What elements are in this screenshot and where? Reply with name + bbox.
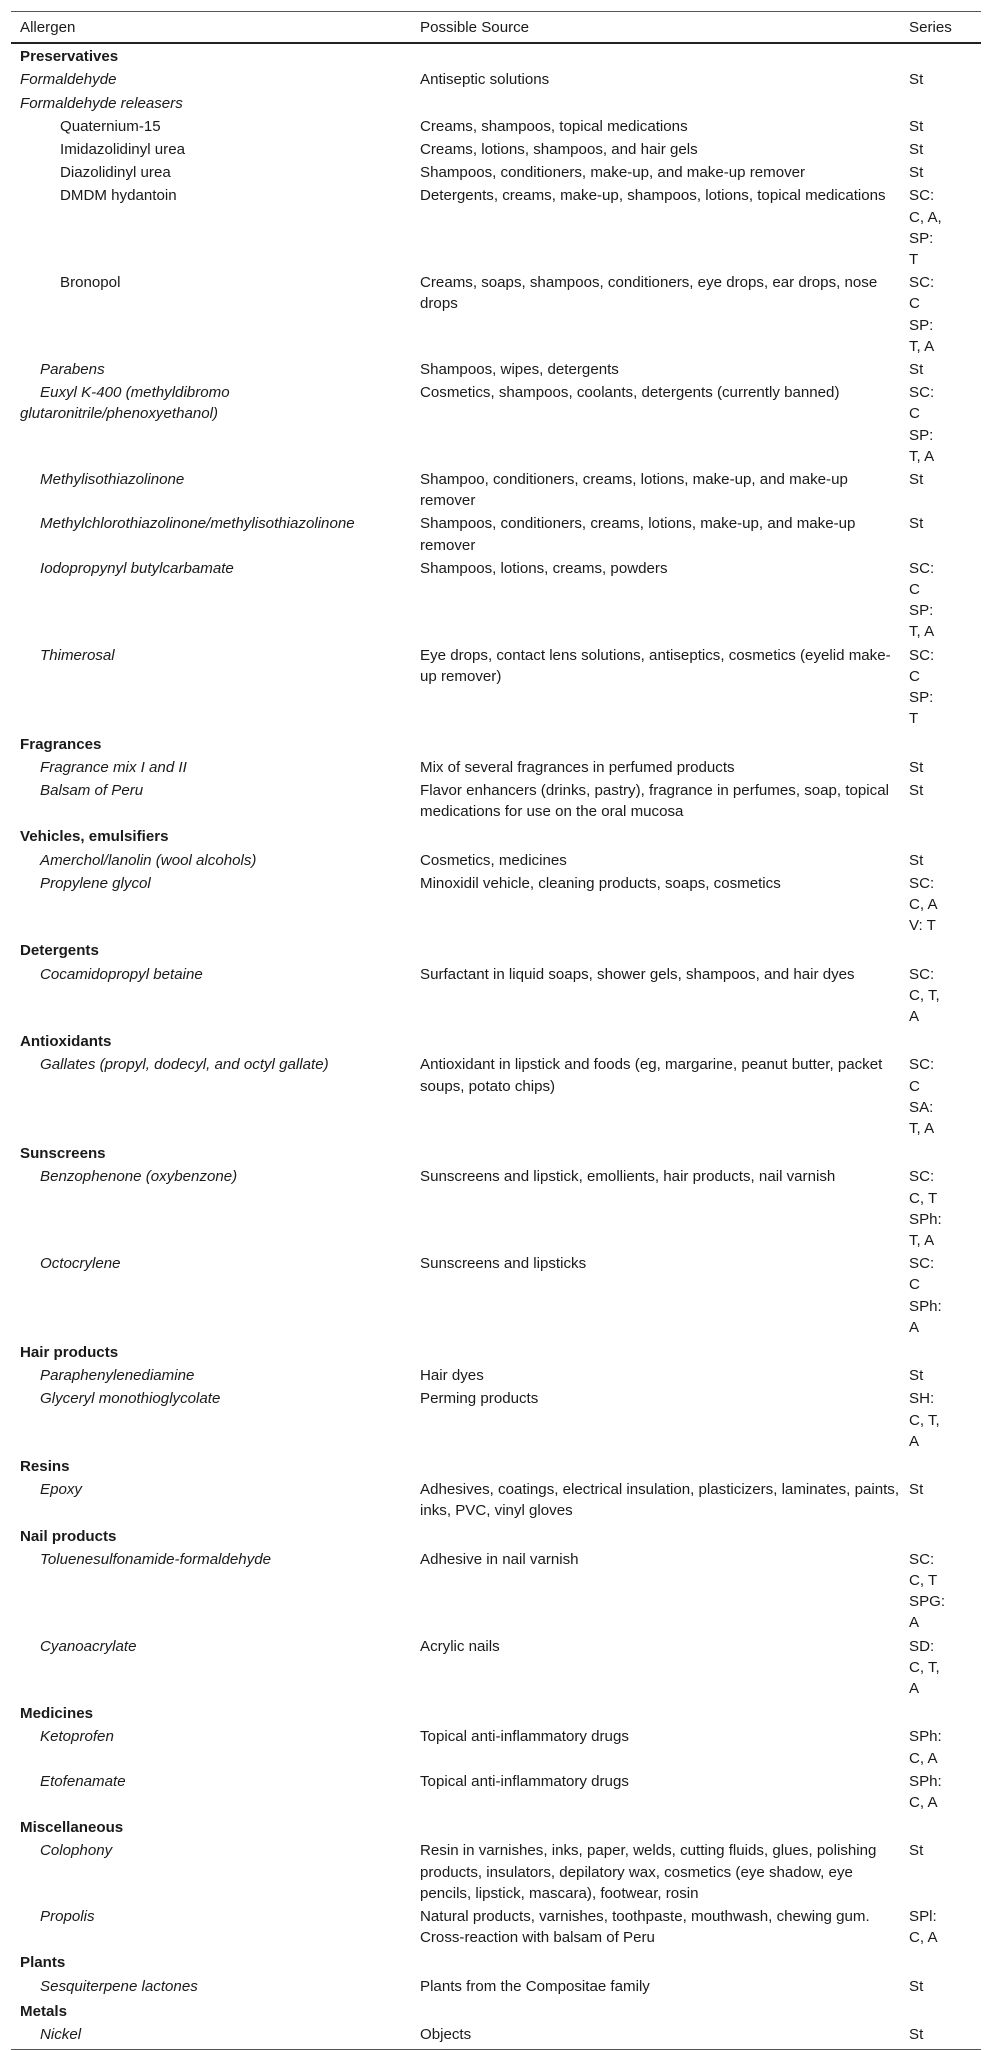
section-title: Fragrances: [20, 735, 102, 753]
allergen-cell: Toluenesulfonamide-formaldehyde: [40, 1550, 272, 1568]
table-row: [11, 645, 981, 732]
table-row: [11, 185, 981, 272]
section-title: Metals: [20, 2002, 67, 2020]
source-cell: Objects: [411, 2024, 900, 2050]
table-row: [11, 69, 981, 92]
series-cell: SH: C, T, A: [909, 1390, 940, 1450]
allergen-cell: Benzophenone (oxybenzone): [40, 1168, 238, 1186]
table-row: [11, 382, 981, 469]
table-row: [11, 272, 981, 359]
allergen-cell: DMDM hydantoin: [60, 187, 177, 205]
series-cell: St: [909, 1977, 924, 1995]
table-row: [11, 1166, 981, 1253]
allergen-cell: Octocrylene: [40, 1255, 121, 1273]
table-row: [11, 1253, 981, 1340]
series-cell: SPh: C, A: [909, 1728, 942, 1767]
header-row: [11, 12, 981, 44]
table-row: [11, 513, 981, 557]
allergen-cell: Formaldehyde releasers: [20, 94, 183, 112]
section-header-row: [11, 1141, 981, 1166]
table-row: [11, 116, 981, 139]
section-title: Hair products: [20, 1343, 119, 1361]
section-title: Preservatives: [20, 48, 119, 66]
series-cell: St: [909, 117, 924, 135]
series-cell: St: [909, 1367, 924, 1385]
allergen-cell: Methylchlorothiazolinone/methylisothiazolinone: [40, 515, 355, 533]
table-row: [11, 873, 981, 939]
series-cell: SC: C SP: T, A: [909, 274, 935, 355]
allergen-cell: Bronopol: [60, 274, 121, 292]
allergen-cell: Paraphenylenediamine: [40, 1367, 195, 1385]
source-cell: Cosmetics, medicines: [420, 851, 567, 869]
allergen-cell: Gallates (propyl, dodecyl, and octyl gallate): [40, 1056, 329, 1074]
section-header-row: [11, 1999, 981, 2024]
section-title: Nail products: [20, 1527, 117, 1545]
series-cell: SC: C, A, SP: T: [909, 187, 942, 269]
table-row: [11, 558, 981, 645]
allergen-cell: Cocamidopropyl betaine: [40, 965, 203, 983]
table-row: [11, 1636, 981, 1702]
series-cell: SPl: C, A: [909, 1908, 938, 1947]
source-cell: Sunscreens and lipsticks: [420, 1255, 587, 1273]
allergen-cell: Thimerosal: [40, 646, 115, 664]
table-row: [11, 1388, 981, 1454]
series-cell: St: [909, 781, 924, 799]
allergen-table-container: [11, 11, 981, 2050]
allergen-cell: Diazolidinyl urea: [60, 164, 171, 182]
series-cell: St: [909, 1842, 924, 1860]
section-header-row: [11, 1454, 981, 1479]
table-row: [11, 139, 981, 162]
series-cell: St: [909, 758, 924, 776]
allergen-cell: Methylisothiazolinone: [40, 471, 185, 489]
table-row: [11, 1726, 981, 1770]
series-cell: St: [909, 1481, 924, 1499]
source-cell: Natural products, varnishes, toothpaste, mouthwash, chewing gum. Cross-reaction with balsam of Peru: [420, 1908, 870, 1947]
source-cell: Shampoo, conditioners, creams, lotions, make-up, and make-up remover: [420, 471, 848, 510]
section-title: Sunscreens: [20, 1145, 106, 1163]
series-cell: St: [909, 851, 924, 869]
source-cell: Adhesive in nail varnish: [420, 1550, 579, 1568]
section-header-row: [11, 732, 981, 757]
source-cell: Resin in varnishes, inks, paper, welds, cutting fluids, glues, polishing products, insulators, depilatory wax, cosmetics (eye shadow, eye pencils, lipstick, mascara), footwear, rosin: [420, 1842, 877, 1902]
table-row: [11, 2024, 981, 2050]
section-header-row: [11, 1029, 981, 1054]
allergen-cell: Amerchol/lanolin (wool alcohols): [40, 851, 257, 869]
source-cell: Surfactant in liquid soaps, shower gels, shampoos, and hair dyes: [420, 965, 855, 983]
table-row: [11, 162, 981, 185]
source-cell: Topical anti-inflammatory drugs: [420, 1728, 629, 1746]
table-row: [11, 469, 981, 513]
table-row: [11, 1054, 981, 1141]
source-cell: Flavor enhancers (drinks, pastry), fragrance in perfumes, soap, topical medications for use on the oral mucosa: [420, 781, 889, 821]
allergen-table: [11, 11, 981, 2050]
series-cell: SC: C SP: T, A: [909, 384, 935, 465]
source-cell: Plants from the Compositae family: [420, 1977, 650, 1995]
allergen-cell: Parabens: [40, 361, 105, 379]
series-cell: SC: C, T SPG: A: [909, 1550, 946, 1632]
series-cell: St: [909, 71, 924, 89]
table-row: [11, 1479, 981, 1523]
series-cell: SC: C SP: T, A: [909, 559, 935, 641]
series-cell: SC: C SPh: A: [909, 1255, 942, 1336]
allergen-cell: Imidazolidinyl urea: [60, 141, 186, 159]
source-cell: Shampoos, lotions, creams, powders: [420, 559, 668, 577]
allergen-cell: Propylene glycol: [40, 874, 151, 892]
source-cell: Acrylic nails: [420, 1637, 500, 1655]
table-row: [11, 1771, 981, 1815]
allergen-cell: Nickel: [11, 2024, 411, 2050]
section-header-row: [11, 1340, 981, 1365]
source-cell: Minoxidil vehicle, cleaning products, soaps, cosmetics: [420, 874, 781, 892]
series-cell: St: [909, 515, 924, 533]
series-cell: SPh: C, A: [909, 1772, 942, 1812]
allergen-cell: Epoxy: [40, 1481, 82, 1499]
source-cell: Perming products: [420, 1390, 539, 1408]
table-row: [11, 964, 981, 1030]
series-cell: SC: C, T SPh: T, A: [909, 1168, 942, 1249]
source-cell: Mix of several fragrances in perfumed products: [420, 758, 735, 776]
table-row: [11, 757, 981, 780]
section-header-row: [11, 824, 981, 849]
allergen-cell: Colophony: [40, 1842, 113, 1860]
table-row: [11, 1906, 981, 1950]
header-allergen: Allergen: [11, 12, 411, 44]
allergen-cell: Sesquiterpene lactones: [40, 1977, 198, 1995]
section-title: Resins: [20, 1458, 70, 1475]
series-cell: [900, 93, 981, 116]
source-cell: Adhesives, coatings, electrical insulation, plasticizers, laminates, paints, inks, PVC, vinyl gloves: [420, 1481, 900, 1520]
allergen-cell: Ketoprofen: [40, 1728, 114, 1746]
allergen-cell: Glyceryl monothioglycolate: [40, 1390, 221, 1408]
allergen-cell: Iodopropynyl butylcarbamate: [40, 559, 234, 577]
allergen-cell: Formaldehyde: [20, 71, 117, 89]
header-series: Series: [900, 12, 981, 44]
source-cell: [411, 93, 900, 116]
allergen-cell: Euxyl K-400 (methyldibromo glutaronitrile/phenoxyethanol): [20, 384, 230, 423]
source-cell: Sunscreens and lipstick, emollients, hair products, nail varnish: [420, 1168, 836, 1186]
allergen-cell: Cyanoacrylate: [40, 1637, 137, 1655]
header-possible-source: Possible Source: [411, 12, 900, 44]
table-row: [11, 850, 981, 873]
table-row: [11, 780, 981, 824]
series-cell: SC: C SP: T: [909, 646, 935, 728]
source-cell: Creams, lotions, shampoos, and hair gels: [420, 141, 698, 159]
allergen-cell: Propolis: [40, 1908, 95, 1926]
series-cell: St: [909, 141, 924, 159]
source-cell: Creams, soaps, shampoos, conditioners, eye drops, ear drops, nose drops: [420, 274, 878, 313]
series-cell: St: [900, 2024, 981, 2050]
section-title: Miscellaneous: [20, 1819, 124, 1837]
series-cell: SC: C, T, A: [909, 965, 940, 1025]
section-header-row: [11, 1950, 981, 1975]
series-cell: SD: C, T, A: [909, 1637, 940, 1698]
table-row: [11, 1365, 981, 1388]
source-cell: Shampoos, conditioners, creams, lotions, make-up, and make-up remover: [420, 515, 856, 554]
allergen-cell: Quaternium-15: [60, 117, 161, 135]
section-header-row: [11, 43, 981, 69]
series-cell: SC: C SA: T, A: [909, 1056, 935, 1137]
source-cell: Topical anti-inflammatory drugs: [420, 1772, 629, 1790]
section-header-row: [11, 938, 981, 963]
section-header-row: [11, 1701, 981, 1726]
series-cell: St: [909, 471, 924, 489]
section-header-row: [11, 1815, 981, 1840]
allergen-cell: Fragrance mix I and II: [40, 758, 187, 776]
series-cell: St: [909, 164, 924, 182]
table-row: [11, 359, 981, 382]
table-row: [11, 1549, 981, 1636]
table-row: [11, 1976, 981, 1999]
source-cell: Detergents, creams, make-up, shampoos, lotions, topical medications: [420, 187, 886, 205]
source-cell: Antiseptic solutions: [420, 71, 550, 89]
section-header-row: [11, 1524, 981, 1549]
source-cell: Cosmetics, shampoos, coolants, detergents (currently banned): [420, 384, 840, 402]
series-cell: SC: C, A V: T: [909, 874, 938, 935]
section-title: Antioxidants: [20, 1033, 112, 1051]
source-cell: Creams, shampoos, topical medications: [420, 117, 688, 135]
source-cell: Antioxidant in lipstick and foods (eg, margarine, peanut butter, packet soups, potato chips): [420, 1056, 883, 1095]
section-title: Medicines: [20, 1705, 93, 1723]
source-cell: Hair dyes: [420, 1367, 484, 1385]
source-cell: Shampoos, wipes, detergents: [420, 361, 619, 379]
source-cell: Eye drops, contact lens solutions, antiseptics, cosmetics (eyelid make-up remover): [420, 646, 891, 685]
table-body: [11, 43, 981, 2050]
series-cell: St: [909, 361, 924, 379]
section-title: Detergents: [20, 942, 99, 960]
section-title: Vehicles, emulsifiers: [20, 828, 169, 846]
allergen-cell: Balsam of Peru: [40, 781, 144, 799]
table-row: [11, 1840, 981, 1906]
allergen-cell: Etofenamate: [40, 1772, 126, 1790]
source-cell: Shampoos, conditioners, make-up, and make-up remover: [420, 164, 806, 182]
table-row: [11, 93, 981, 116]
section-title: Plants: [20, 1954, 66, 1972]
